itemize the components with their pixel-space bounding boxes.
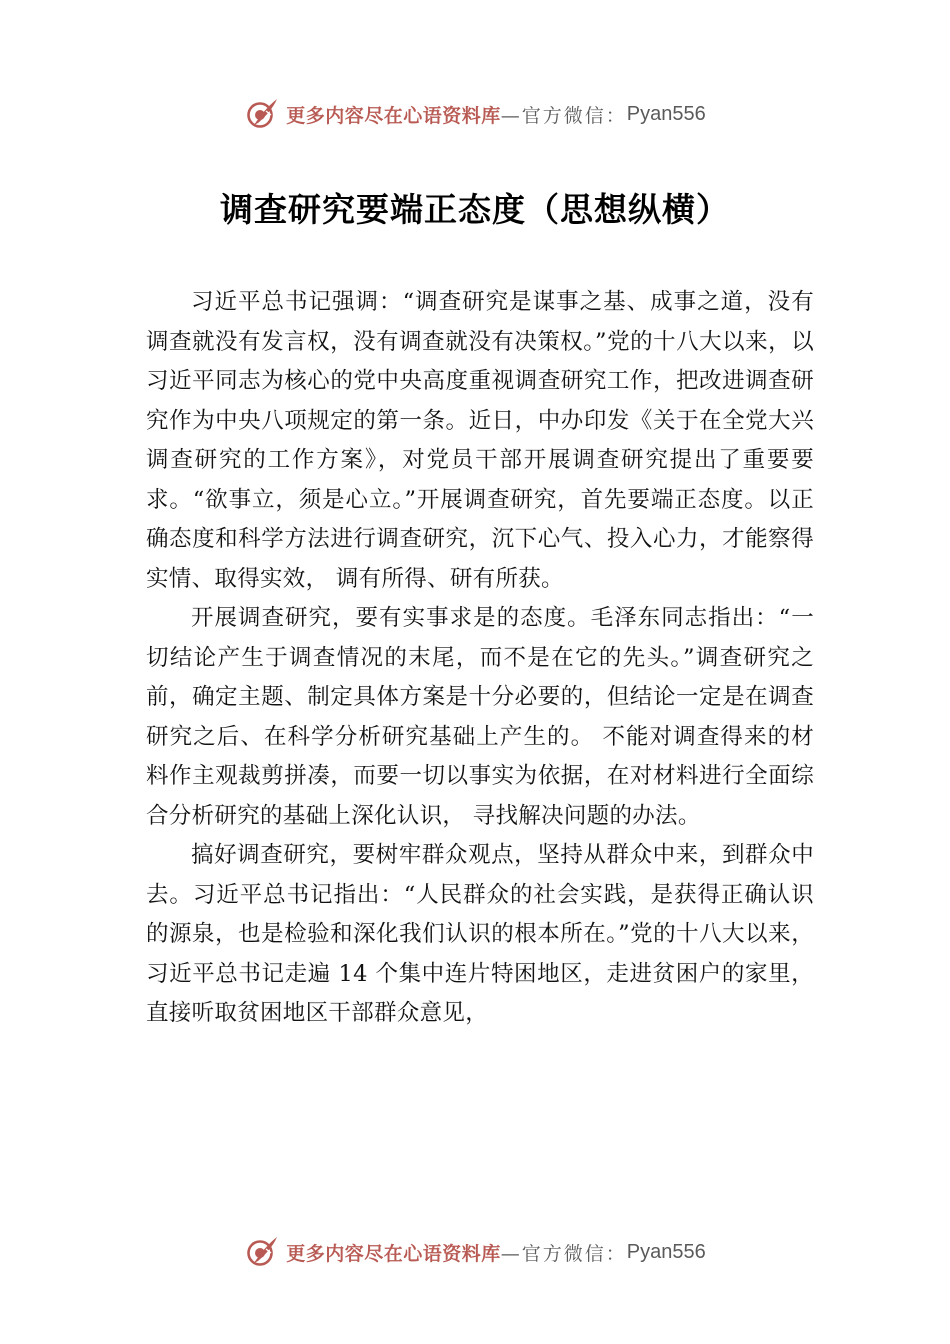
document-title: 调查研究要端正态度（思想纵横） [220, 190, 730, 229]
paragraph-2: 开展调查研究，要有实事求是的态度。毛泽东同志指出：“一切结论产生于调查情况的末尾，而不是在它的先头。”调查研究之前，确定主题、制定具体方案是十分必要的，但结论一定是在调查研究之后、在科学分析研究基础上产生的。 不能对调查得来的材料作主观裁剪拼凑，而要一切以事实为依据，在对材料进行全面综合分析研究的基础上深化认识， 寻找解决问题的办法。 [146, 605, 814, 829]
quill-logo-icon [244, 96, 280, 132]
banner-contact-label: —官方微信： [500, 104, 627, 127]
footer-banner [0, 1232, 950, 1272]
paragraph-1: 习近平总书记强调：“调查研究是谋事之基、成事之道，没有调查就没有发言权，没有调查就没有决策权。”党的十八大以来，以习近平同志为核心的党中央高度重视调查研究工作，把改进调查研究作为中央八项规定的第一条。近日，中办印发《关于在全党大兴调查研究的工作方案》，对党员干部开展调查研究提出了重要要求。“欲事立，须是心立。”开展调查研究，首先要端正态度。以正确态度和科学方法进行调查研究，沉下心气、投入心力，才能察得实情、取得实效， 调有所得、研有所获。 [146, 289, 814, 592]
quill-logo-icon [244, 1234, 280, 1270]
banner-contact-label: —官方微信： [500, 1242, 627, 1265]
banner-wechat-id: Pyan556 [626, 102, 706, 125]
paragraph-3: 搞好调查研究，要树牢群众观点，坚持从群众中来，到群众中去。习近平总书记指出：“人民群众的社会实践，是获得正确认识的源泉，也是检验和深化我们认识的根本所在。”党的十八大以来，习近平总书记走遍 14 个集中连片特困地区，走进贫困户的家里，直接听取贫困地区干部群众意见， [146, 842, 814, 1026]
banner-prefix: 更多内容尽在心语资料库 [286, 104, 501, 127]
banner-prefix: 更多内容尽在心语资料库 [286, 1242, 501, 1265]
banner-wechat-id: Pyan556 [626, 1240, 706, 1263]
document-body [146, 283, 814, 1034]
header-banner [0, 94, 950, 134]
